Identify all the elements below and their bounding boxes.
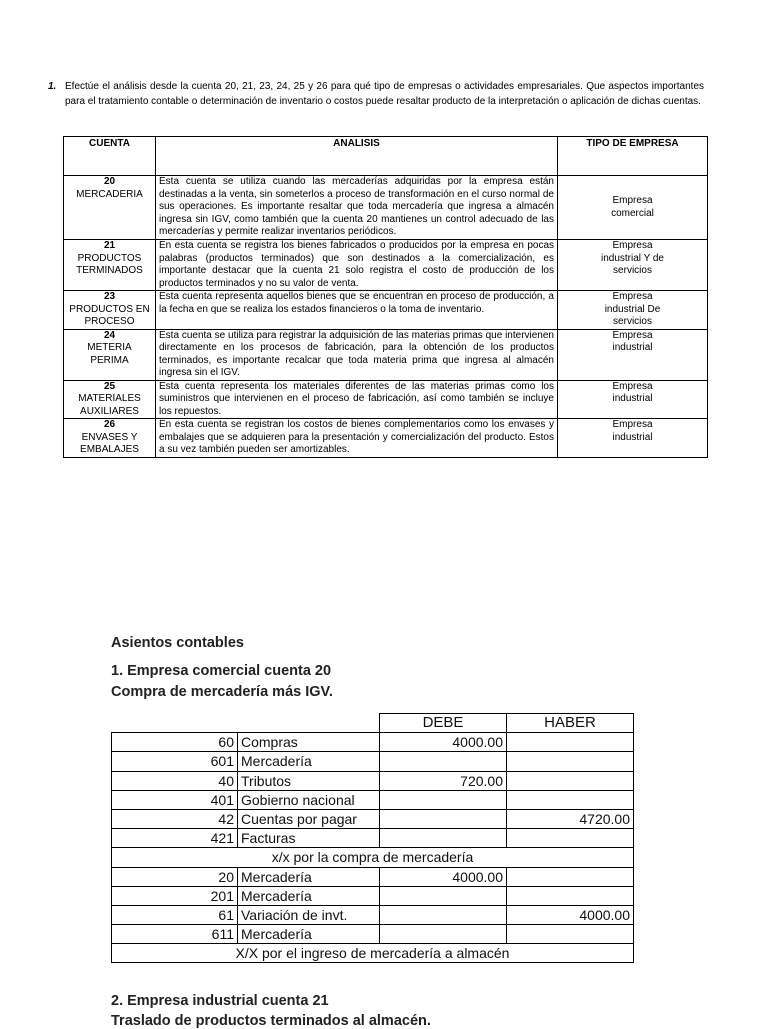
table-row (112, 829, 634, 848)
haber-amount (507, 867, 634, 886)
account-code: 61 (112, 905, 238, 924)
tipo-cell: Empresa industrial (558, 380, 708, 419)
debe-amount (380, 752, 507, 771)
cuenta-number: 23 (103, 291, 116, 302)
table-row (112, 905, 634, 924)
analysis-cell: En esta cuenta se registran los costos de bienes complementarios como los envases y embalajes que se adquieren para la presentación y comercialización del producto. Estos a su vez también pueden ser amortizables. (156, 419, 558, 458)
table-row (64, 291, 708, 330)
debe-amount (380, 790, 507, 809)
cuenta-number: 21 (103, 240, 116, 251)
blank-cell (238, 714, 380, 733)
cuenta-name: MATERIALES AUXILIARES (78, 393, 141, 417)
haber-amount: 4000.00 (507, 905, 634, 924)
cuenta-number: 25 (103, 380, 116, 392)
cuenta-name: PRODUCTOS TERMINADOS (76, 252, 143, 276)
analysis-cell: Esta cuenta representa aquellos bienes que se encuentran en proceso de producción, a la fecha en que se realiza los estados financieros o la toma de inventario. (156, 291, 558, 330)
tipo-cell: Empresa industrial Y de servicios (558, 240, 708, 291)
account-code: 42 (112, 809, 238, 828)
account-name: Tributos (238, 771, 380, 790)
table-row (112, 733, 634, 752)
question-block (48, 79, 704, 109)
tipo-cell: Empresa industrial De servicios (558, 291, 708, 330)
journal-note: x/x por la compra de mercadería (112, 848, 634, 867)
table-row (64, 380, 708, 419)
example1-title: 1. Empresa comercial cuenta 20 (111, 663, 332, 679)
analysis-cell: Esta cuenta se utiliza cuando las mercaderías adquiridas por la empresa están destinadas a la venta, sin someterlos a proceso de transformación en el curso normal de sus operaciones. Es importante resaltar que toda mercadería que ingresa a almacén ingresa sin IGV, como también que la cuenta 20 mantienes un control adecuado de las mercaderías y permite realizar inventarios periódicos. (156, 176, 558, 240)
example2-subtitle: Traslado de productos terminados al almacén. (111, 1013, 431, 1029)
haber-amount (507, 733, 634, 752)
journal-entry-table (111, 713, 634, 963)
cuenta-name: METERIA PERIMA (87, 342, 132, 366)
account-name: Compras (238, 733, 380, 752)
table-row (112, 925, 634, 944)
journal-note: X/X por el ingreso de mercadería a almacén (112, 944, 634, 963)
tipo-cell: Empresa industrial (558, 329, 708, 380)
tipo-cell: Empresa comercial (558, 176, 708, 240)
debe-amount: 720.00 (380, 771, 507, 790)
journal-note-row (112, 944, 634, 963)
blank-cell (112, 714, 238, 733)
account-code: 601 (112, 752, 238, 771)
debe-amount: 4000.00 (380, 733, 507, 752)
debe-amount (380, 809, 507, 828)
cuenta-name: MERCADERIA (76, 188, 143, 200)
table-row (112, 771, 634, 790)
account-code: 401 (112, 790, 238, 809)
debe-amount (380, 886, 507, 905)
asientos-title: Asientos contables (111, 635, 244, 651)
tipo-cell: Empresa industrial (558, 419, 708, 458)
cuenta-cell (64, 176, 156, 240)
haber-amount (507, 886, 634, 905)
table-row (64, 176, 708, 240)
account-name: Facturas (238, 829, 380, 848)
table-row (112, 809, 634, 828)
debe-amount (380, 905, 507, 924)
debe-amount (380, 829, 507, 848)
example2-title: 2. Empresa industrial cuenta 21 (111, 993, 329, 1009)
account-code: 421 (112, 829, 238, 848)
analysis-cell: En esta cuenta se registra los bienes fabricados o producidos por la empresa en pocas palabras (productos terminados) que son destinados a la comercialización, es importante destacar que la cuenta 21 solo registra el costo de producción de los productos terminados y no su valor de venta. (156, 240, 558, 291)
table-row (64, 240, 708, 291)
cuenta-cell (64, 329, 156, 380)
haber-amount (507, 829, 634, 848)
cuenta-number: 24 (103, 329, 116, 341)
account-name: Gobierno nacional (238, 790, 380, 809)
analysis-cell: Esta cuenta representa los materiales diferentes de las materias primas como los suministros que intervienen en el proceso de fabricación, así como también se incluye los repuestos. (156, 380, 558, 419)
table-row (64, 419, 708, 458)
account-name: Mercadería (238, 886, 380, 905)
haber-amount (507, 752, 634, 771)
haber-amount (507, 925, 634, 944)
table-row (112, 867, 634, 886)
table-row (112, 886, 634, 905)
cuenta-number: 20 (103, 176, 116, 187)
cuenta-name: ENVASES Y EMBALAJES (80, 431, 139, 455)
account-name: Mercadería (238, 867, 380, 886)
cuenta-number: 26 (103, 419, 116, 430)
header-cuenta: CUENTA (64, 137, 156, 176)
account-code: 40 (112, 771, 238, 790)
account-code: 611 (112, 925, 238, 944)
analysis-header-row (64, 137, 708, 176)
account-code: 60 (112, 733, 238, 752)
cuenta-cell (64, 291, 156, 330)
cuenta-cell (64, 240, 156, 291)
example1-subtitle: Compra de mercadería más IGV. (111, 684, 333, 700)
cuenta-name: PRODUCTOS EN PROCESO (69, 303, 150, 327)
table-row (64, 329, 708, 380)
account-name: Mercadería (238, 925, 380, 944)
haber-amount (507, 790, 634, 809)
account-name: Cuentas por pagar (238, 809, 380, 828)
analysis-cell: Esta cuenta se utiliza para registrar la adquisición de las materias primas que intervienen directamente en los procesos de fabricación, para la obtención de los productos terminados, es importante recalcar que toda materia prima que ingresa al almacén ingresa sin el IGV. (156, 329, 558, 380)
account-code: 20 (112, 867, 238, 886)
haber-header: HABER (507, 714, 634, 733)
haber-amount (507, 771, 634, 790)
cuenta-cell (64, 380, 156, 419)
question-number: 1. (48, 81, 57, 92)
journal-header-row (112, 714, 634, 733)
account-name: Variación de invt. (238, 905, 380, 924)
haber-amount: 4720.00 (507, 809, 634, 828)
account-name: Mercadería (238, 752, 380, 771)
table-row (112, 752, 634, 771)
debe-amount (380, 925, 507, 944)
analysis-table (63, 136, 708, 458)
debe-header: DEBE (380, 714, 507, 733)
account-code: 201 (112, 886, 238, 905)
table-row (112, 790, 634, 809)
question-text: Efectúe el análisis desde la cuenta 20, 21, 23, 24, 25 y 26 para qué tipo de empresas o actividades empresariales. Que aspectos importantes para el tratamiento contable o determinación de inventario o costos puede resaltar producto de la interpretación o aplicación de dichas cuentas. (65, 81, 704, 107)
header-tipo: TIPO DE EMPRESA (558, 137, 708, 176)
header-analisis: ANALISIS (156, 137, 558, 176)
cuenta-cell (64, 419, 156, 458)
debe-amount: 4000.00 (380, 867, 507, 886)
journal-note-row (112, 848, 634, 867)
